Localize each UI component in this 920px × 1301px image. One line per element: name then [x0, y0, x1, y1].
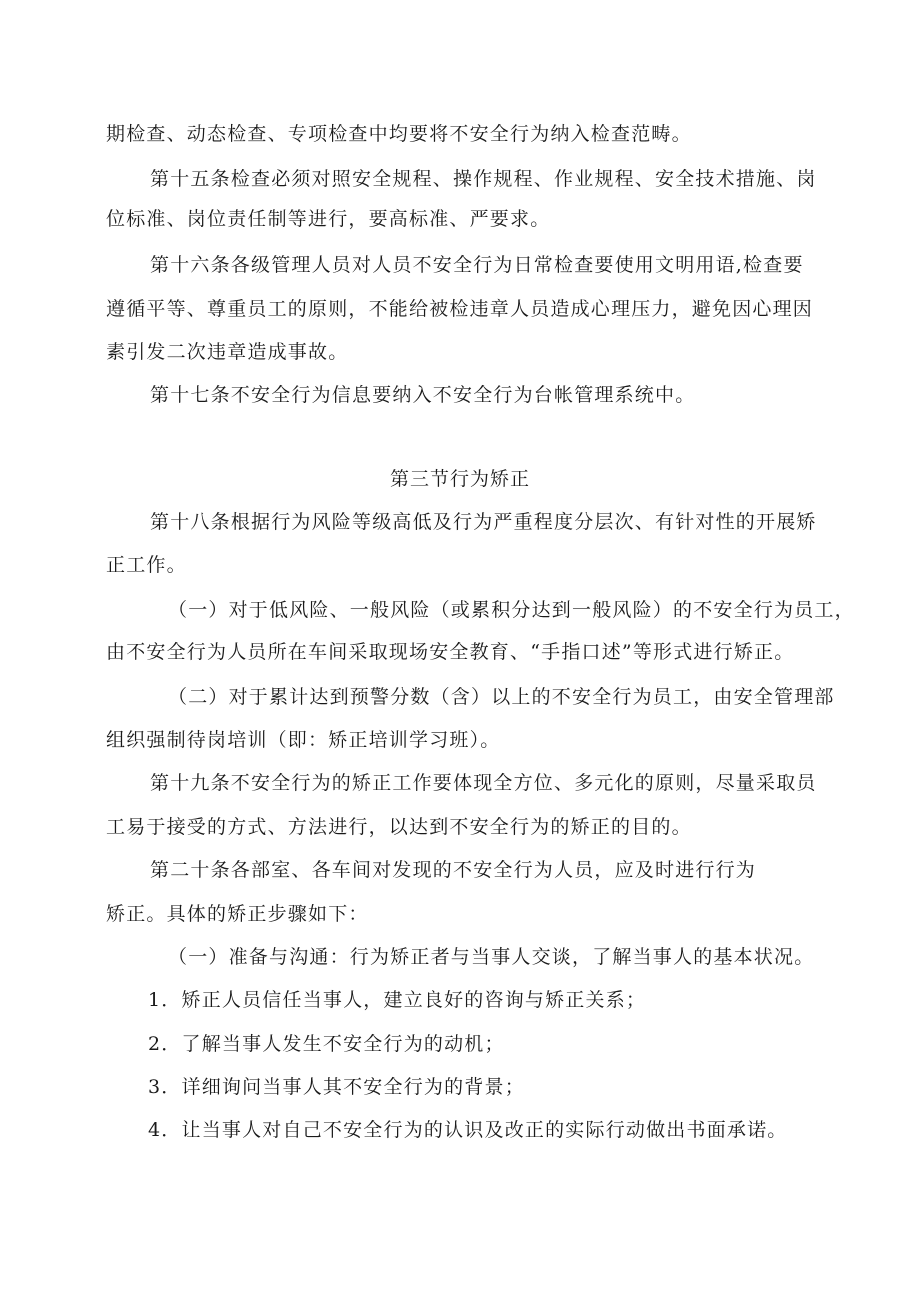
paragraph-line: 工易于接受的方式、方法进行，以达到不安全行为的矫正的目的。 — [106, 816, 692, 838]
paragraph-line: 第二十条各部室、各车间对发现的不安全行为人员，应及时进行行为 — [150, 859, 757, 881]
paragraph-line: 第十六条各级管理人员对人员不安全行为日常检查要使用文明用语,检查要 — [150, 254, 804, 276]
paragraph-line: 由不安全行为人员所在车间采取现场安全教育、“手指口述”等形式进行矫正。 — [106, 641, 795, 663]
paragraph-line: 期检查、动态检查、专项检查中均要将不安全行为纳入检查范畴。 — [106, 123, 692, 145]
paragraph-line: （一）准备与沟通：行为矫正者与当事人交谈，了解当事人的基本状况。 — [168, 946, 815, 968]
paragraph-line: 正工作。 — [106, 554, 187, 576]
paragraph-line: （一）对于低风险、一般风险（或累积分达到一般风险）的不安全行为员工， — [168, 599, 855, 621]
paragraph-line: 素引发二次违章造成事故。 — [106, 341, 349, 363]
paragraph-line: 位标准、岗位责任制等进行，要高标准、严要求。 — [106, 208, 551, 230]
list-item: 3．详细询问当事人其不安全行为的背景； — [148, 1076, 525, 1098]
paragraph-line: （二）对于累计达到预警分数（含）以上的不安全行为员工，由安全管理部 — [168, 686, 835, 708]
paragraph-line: 组织强制待岗培训（即：矫正培训学习班）。 — [106, 729, 501, 751]
paragraph-line: 第十七条不安全行为信息要纳入不安全行为台帐管理系统中。 — [150, 384, 696, 406]
paragraph-line: 第十九条不安全行为的矫正工作要体现全方位、多元化的原则，尽量采取员 — [150, 772, 817, 794]
paragraph-line: 遵循平等、尊重员工的原则，不能给被检违章人员造成心理压力，避免因心理因 — [106, 298, 814, 320]
list-item: 2．了解当事人发生不安全行为的动机； — [148, 1033, 505, 1055]
list-item: 4．让当事人对自己不安全行为的认识及改正的实际行动做出书面承诺。 — [148, 1119, 788, 1141]
paragraph-line: 第十八条根据行为风险等级高低及行为严重程度分层次、有针对性的开展矫 — [150, 511, 817, 533]
section-heading: 第三节行为矫正 — [389, 468, 530, 490]
paragraph-line: 第十五条检查必须对照安全规程、操作规程、作业规程、安全技术措施、岗 — [150, 168, 817, 190]
paragraph-line: 矫正。具体的矫正步骤如下： — [106, 903, 369, 925]
list-item: 1．矫正人员信任当事人，建立良好的咨询与矫正关系； — [148, 989, 647, 1011]
